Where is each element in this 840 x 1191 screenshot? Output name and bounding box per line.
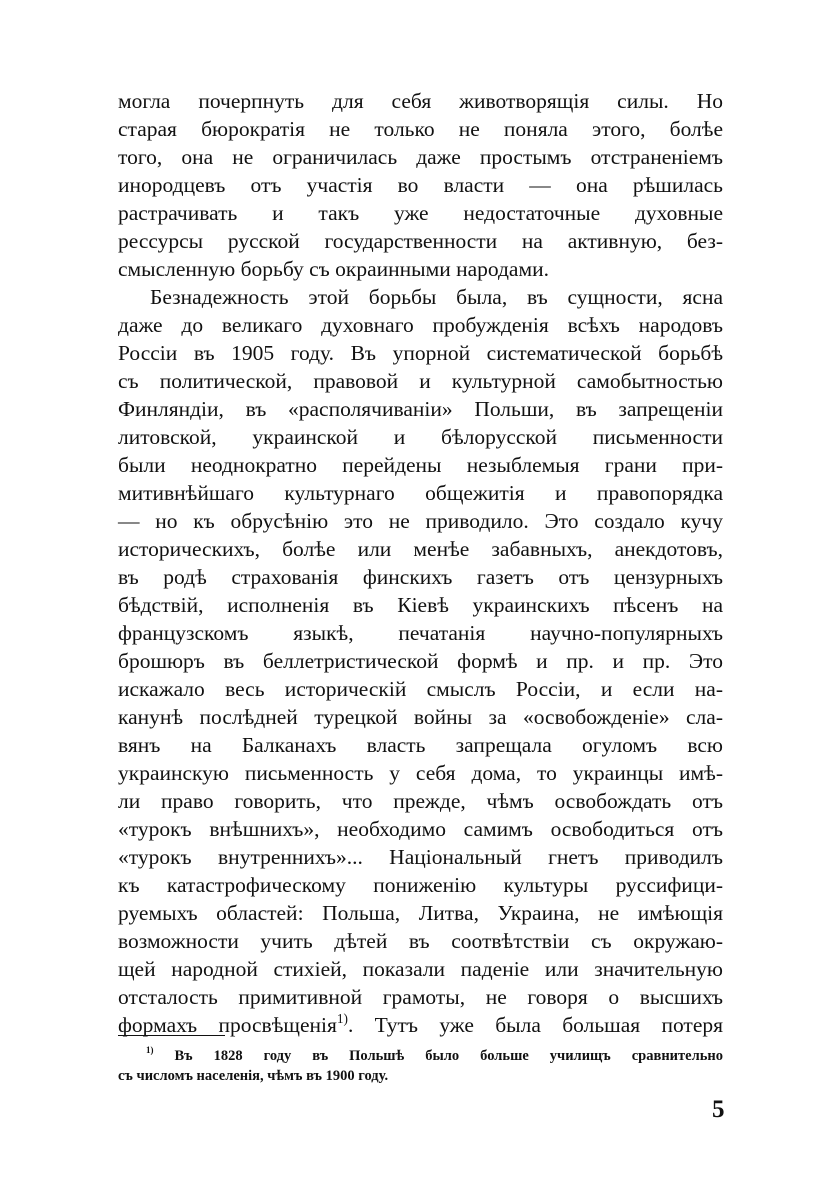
text-line: украинскую письменность у себя дома, то украинцы имѣ- xyxy=(118,761,723,785)
footnote-text: Въ 1828 году въ Польшѣ было больше училищъ сравнительно xyxy=(174,1048,723,1064)
text-segment: формахъ просвѣщенія xyxy=(118,1013,337,1037)
text-line: «турокъ внутреннихъ»... Національный гнетъ приводилъ xyxy=(118,845,723,869)
text-line: рессурсы русской государственности на активную, без- xyxy=(118,229,723,253)
text-line: историческихъ, болѣе или менѣе забавныхъ, анекдотовъ, xyxy=(118,537,723,561)
footnote-marker: 1) xyxy=(146,1045,154,1056)
text-line: возможности учить дѣтей въ соотвѣтствіи съ окружаю- xyxy=(118,929,723,953)
footnote-reference[interactable]: 1) xyxy=(336,1010,348,1026)
text-line: даже до великаго духовнаго пробужденія всѣхъ народовъ xyxy=(118,313,723,337)
footnote-divider xyxy=(118,1035,225,1036)
text-line: митивнѣйшаго культурнаго общежитія и правопорядка xyxy=(118,481,723,505)
text-line: могла почерпнуть для себя животворящія силы. Но xyxy=(118,89,723,113)
footnote-line xyxy=(146,1046,723,1066)
text-line: были неоднократно перейдены незыблемыя грани при- xyxy=(118,453,723,477)
text-line: Безнадежность этой борьбы была, въ сущности, ясна xyxy=(150,285,723,309)
text-line: старая бюрократія не только не поняла этого, болѣе xyxy=(118,117,723,141)
text-line: Финляндіи, въ «располячиваніи» Польши, въ запрещеніи xyxy=(118,397,723,421)
text-line: бѣдствій, исполненія въ Кіевѣ украинскихъ пѣсенъ на xyxy=(118,593,723,617)
text-line: «турокъ внѣшнихъ», необходимо самимъ освободиться отъ xyxy=(118,817,723,841)
text-line: руемыхъ областей: Польша, Литва, Украина, не имѣющія xyxy=(118,901,723,925)
text-line: съ политической, правовой и культурной самобытностью xyxy=(118,369,723,393)
text-line: канунѣ послѣдней турецкой войны за «освобожденіе» сла- xyxy=(118,705,723,729)
text-line: смысленную борьбу съ окраинными народами. xyxy=(118,257,549,281)
text-line: растрачивать и такъ уже недостаточные духовные xyxy=(118,201,723,225)
text-line: въ родѣ страхованія финскихъ газетъ отъ цензурныхъ xyxy=(118,565,723,589)
text-line: — но къ обрусѣнію это не приводило. Это создало кучу xyxy=(118,509,723,533)
text-line: французскомъ языкѣ, печатанія научно-популярныхъ xyxy=(118,621,723,645)
page-number: 5 xyxy=(712,1096,725,1123)
text-line: того, она не ограничилась даже простымъ отстраненіемъ xyxy=(118,145,723,169)
text-line: литовской, украинской и бѣлорусской письменности xyxy=(118,425,723,449)
text-line: къ катастрофическому пониженію культуры руссифици- xyxy=(118,873,723,897)
text-segment: . Тутъ уже была большая потеря xyxy=(347,1013,723,1037)
text-line: искажало весь историческій смыслъ Россіи, и если на- xyxy=(118,677,723,701)
text-line: вянъ на Балканахъ власть запрещала огуломъ всю xyxy=(118,733,723,757)
text-line: ли право говорить, что прежде, чѣмъ освобождать отъ xyxy=(118,789,723,813)
text-line: инородцевъ отъ участія во власти — она рѣшилась xyxy=(118,173,723,197)
text-line: отсталость примитивной грамоты, не говоря о высшихъ xyxy=(118,985,723,1009)
text-line: брошюръ въ беллетристической формѣ и пр. и пр. Это xyxy=(118,649,723,673)
footnote-line: съ числомъ населенія, чѣмъ въ 1900 году. xyxy=(118,1068,389,1084)
text-line: щей народной стихіей, показали паденіе или значительную xyxy=(118,957,723,981)
text-line: Россіи въ 1905 году. Въ упорной систематической борьбѣ xyxy=(118,341,723,365)
